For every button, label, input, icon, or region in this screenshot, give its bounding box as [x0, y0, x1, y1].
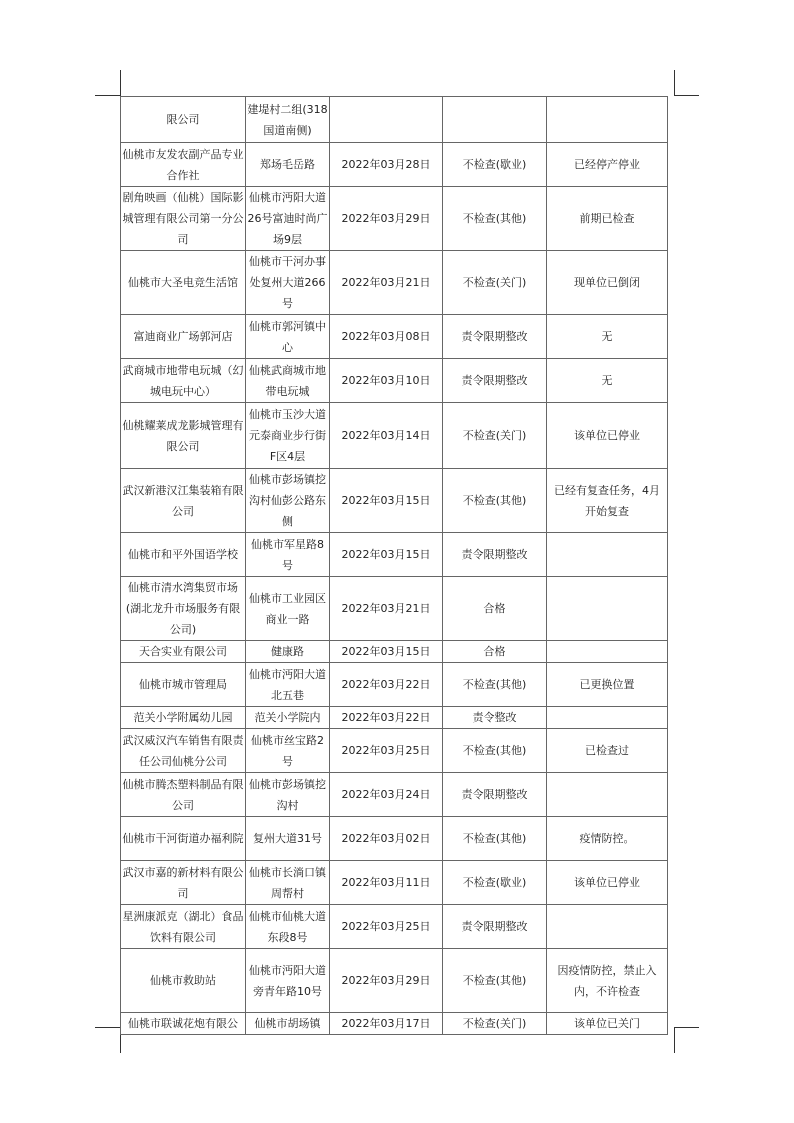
result-cell: 不检查(关门): [443, 403, 547, 469]
table-row: [121, 817, 668, 861]
date-cell: 2022年03月08日: [330, 315, 443, 359]
remark-cell: [547, 641, 668, 663]
date-cell: 2022年03月21日: [330, 577, 443, 641]
result-cell: 不检查(关门): [443, 1013, 547, 1035]
table-row: [121, 403, 668, 469]
table-row: [121, 251, 668, 315]
address-cell: 仙桃市胡场镇: [246, 1013, 330, 1035]
date-cell: 2022年03月25日: [330, 729, 443, 773]
address-cell: 仙桃市沔阳大道26号富迪时尚广场9层: [246, 187, 330, 251]
address-cell: 郑场毛岳路: [246, 143, 330, 187]
remark-cell: 已经有复查任务，4月开始复查: [547, 469, 668, 533]
address-cell: 仙桃市军星路8号: [246, 533, 330, 577]
company-cell: 武汉威汉汽车销售有限责任公司仙桃分公司: [121, 729, 246, 773]
company-cell: 仙桃市城市管理局: [121, 663, 246, 707]
table-row: [121, 905, 668, 949]
crop-mark-bottom-right-v: [674, 1027, 675, 1053]
address-cell: 仙桃市仙桃大道东段8号: [246, 905, 330, 949]
result-cell: 责令限期整改: [443, 315, 547, 359]
table-row: [121, 315, 668, 359]
remark-cell: 前期已检查: [547, 187, 668, 251]
table-row: [121, 187, 668, 251]
address-cell: 仙桃市干河办事处复州大道266号: [246, 251, 330, 315]
date-cell: 2022年03月15日: [330, 533, 443, 577]
table-row: [121, 641, 668, 663]
company-cell: 星洲康派克（湖北）食品饮料有限公司: [121, 905, 246, 949]
remark-cell: 该单位已停业: [547, 403, 668, 469]
company-cell: 剧角映画（仙桃）国际影城管理有限公司第一分公司: [121, 187, 246, 251]
table-row: [121, 1013, 668, 1035]
company-cell: 武商城市地带电玩城（幻城电玩中心）: [121, 359, 246, 403]
result-cell: 不检查(其他): [443, 187, 547, 251]
result-cell: 不检查(歇业): [443, 143, 547, 187]
company-cell: 范关小学附属幼儿园: [121, 707, 246, 729]
table-row: [121, 729, 668, 773]
result-cell: 不检查(歇业): [443, 861, 547, 905]
result-cell: 责令整改: [443, 707, 547, 729]
remark-cell: [547, 773, 668, 817]
company-cell: 仙桃市联诚花炮有限公: [121, 1013, 246, 1035]
company-cell: 仙桃市干河街道办福利院: [121, 817, 246, 861]
address-cell: 复州大道31号: [246, 817, 330, 861]
address-cell: 仙桃市玉沙大道元泰商业步行街F区4层: [246, 403, 330, 469]
company-cell: 仙桃市清水湾集贸市场(湖北龙升市场服务有限公司): [121, 577, 246, 641]
remark-cell: 已检查过: [547, 729, 668, 773]
remark-cell: 无: [547, 315, 668, 359]
company-cell: 仙桃市腾杰塑料制品有限公司: [121, 773, 246, 817]
remark-cell: [547, 577, 668, 641]
address-cell: 仙桃武商城市地带电玩城: [246, 359, 330, 403]
date-cell: 2022年03月14日: [330, 403, 443, 469]
company-cell: 武汉市嘉的新材料有限公司: [121, 861, 246, 905]
company-cell: 仙桃市大圣电竞生活馆: [121, 251, 246, 315]
remark-cell: [547, 905, 668, 949]
crop-mark-top-left-v: [120, 70, 121, 96]
table-row: [121, 143, 668, 187]
crop-mark-top-left-h: [95, 95, 120, 96]
remark-cell: [547, 533, 668, 577]
result-cell: 合格: [443, 577, 547, 641]
address-cell: 仙桃市郭河镇中心: [246, 315, 330, 359]
inspection-table: [120, 96, 668, 1035]
company-cell: 限公司: [121, 97, 246, 143]
address-cell: 仙桃市工业园区商业一路: [246, 577, 330, 641]
date-cell: 2022年03月21日: [330, 251, 443, 315]
remark-cell: 疫情防控。: [547, 817, 668, 861]
address-cell: 健康路: [246, 641, 330, 663]
address-cell: 仙桃市彭场镇挖沟村: [246, 773, 330, 817]
result-cell: 不检查(关门): [443, 251, 547, 315]
result-cell: 不检查(其他): [443, 663, 547, 707]
table-row: [121, 97, 668, 143]
remark-cell: 已经停产停业: [547, 143, 668, 187]
remark-cell: 无: [547, 359, 668, 403]
crop-mark-top-right-v: [674, 70, 675, 96]
date-cell: 2022年03月29日: [330, 949, 443, 1013]
date-cell: 2022年03月25日: [330, 905, 443, 949]
result-cell: 责令限期整改: [443, 533, 547, 577]
result-cell: 不检查(其他): [443, 729, 547, 773]
table-row: [121, 359, 668, 403]
date-cell: [330, 97, 443, 143]
address-cell: 仙桃市丝宝路2号: [246, 729, 330, 773]
date-cell: 2022年03月17日: [330, 1013, 443, 1035]
crop-mark-bottom-right-h: [674, 1027, 699, 1028]
address-cell: 仙桃市沔阳大道旁青年路10号: [246, 949, 330, 1013]
table-row: [121, 949, 668, 1013]
result-cell: 不检查(其他): [443, 469, 547, 533]
date-cell: 2022年03月15日: [330, 641, 443, 663]
address-cell: 建堤村二组(318国道南侧): [246, 97, 330, 143]
date-cell: 2022年03月24日: [330, 773, 443, 817]
remark-cell: 该单位已关门: [547, 1013, 668, 1035]
remark-cell: [547, 97, 668, 143]
remark-cell: 因疫情防控，禁止入内，不许检查: [547, 949, 668, 1013]
table-row: [121, 861, 668, 905]
date-cell: 2022年03月28日: [330, 143, 443, 187]
date-cell: 2022年03月15日: [330, 469, 443, 533]
remark-cell: 该单位已停业: [547, 861, 668, 905]
result-cell: [443, 97, 547, 143]
result-cell: 责令限期整改: [443, 905, 547, 949]
table-row: [121, 707, 668, 729]
date-cell: 2022年03月29日: [330, 187, 443, 251]
result-cell: 责令限期整改: [443, 773, 547, 817]
remark-cell: [547, 707, 668, 729]
result-cell: 责令限期整改: [443, 359, 547, 403]
company-cell: 仙桃耀莱成龙影城管理有限公司: [121, 403, 246, 469]
table-row: [121, 577, 668, 641]
date-cell: 2022年03月22日: [330, 663, 443, 707]
crop-mark-bottom-left-h: [95, 1027, 120, 1028]
result-cell: 合格: [443, 641, 547, 663]
company-cell: 仙桃市和平外国语学校: [121, 533, 246, 577]
address-cell: 仙桃市长淌口镇周帮村: [246, 861, 330, 905]
table-row: [121, 533, 668, 577]
remark-cell: 已更换位置: [547, 663, 668, 707]
date-cell: 2022年03月22日: [330, 707, 443, 729]
company-cell: 武汉新港汉江集装箱有限公司: [121, 469, 246, 533]
crop-mark-top-right-h: [674, 95, 699, 96]
remark-cell: 现单位已倒闭: [547, 251, 668, 315]
company-cell: 仙桃市友发农副产品专业合作社: [121, 143, 246, 187]
result-cell: 不检查(其他): [443, 817, 547, 861]
date-cell: 2022年03月10日: [330, 359, 443, 403]
company-cell: 天合实业有限公司: [121, 641, 246, 663]
company-cell: 富迪商业广场郭河店: [121, 315, 246, 359]
table-row: [121, 663, 668, 707]
table-row: [121, 773, 668, 817]
address-cell: 仙桃市彭场镇挖沟村仙彭公路东侧: [246, 469, 330, 533]
company-cell: 仙桃市救助站: [121, 949, 246, 1013]
address-cell: 仙桃市沔阳大道北五巷: [246, 663, 330, 707]
address-cell: 范关小学院内: [246, 707, 330, 729]
table-row: [121, 469, 668, 533]
date-cell: 2022年03月11日: [330, 861, 443, 905]
date-cell: 2022年03月02日: [330, 817, 443, 861]
result-cell: 不检查(其他): [443, 949, 547, 1013]
